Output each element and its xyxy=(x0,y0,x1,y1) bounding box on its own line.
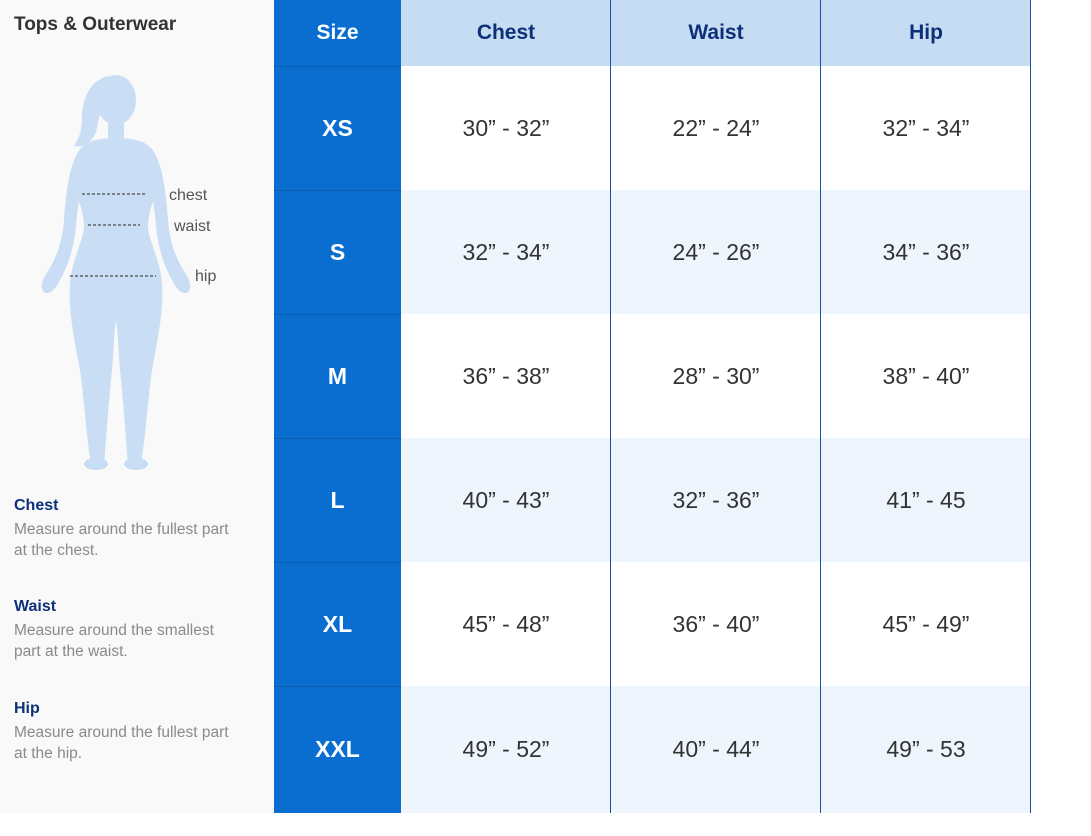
size-cell: L xyxy=(274,438,401,562)
size-divider xyxy=(274,438,401,439)
guide-chest xyxy=(14,497,264,561)
header-hip: Hip xyxy=(821,0,1031,66)
size-table xyxy=(274,0,1031,813)
guide-hip-heading: Hip xyxy=(14,700,40,717)
waist-cell: 28” - 30” xyxy=(611,314,821,438)
hip-cell: 38” - 40” xyxy=(821,314,1031,438)
size-cell: XL xyxy=(274,562,401,686)
guide-waist-heading: Waist xyxy=(14,598,57,615)
size-divider xyxy=(274,190,401,191)
guide-chest-heading: Chest xyxy=(14,497,59,514)
header-waist: Waist xyxy=(611,0,821,66)
size-divider xyxy=(274,314,401,315)
chest-cell: 32” - 34” xyxy=(401,190,611,314)
size-divider xyxy=(274,686,401,687)
size-divider xyxy=(274,562,401,563)
guide-waist xyxy=(14,598,264,662)
chest-cell: 30” - 32” xyxy=(401,66,611,190)
column-divider xyxy=(820,0,821,813)
panel-title: Tops & Outerwear xyxy=(14,14,177,35)
chest-cell: 36” - 38” xyxy=(401,314,611,438)
waist-cell: 32” - 36” xyxy=(611,438,821,562)
column-divider xyxy=(610,0,611,813)
waist-cell: 22” - 24” xyxy=(611,66,821,190)
body-silhouette-figure xyxy=(30,70,230,480)
chest-label: chest xyxy=(169,187,208,204)
size-cell: M xyxy=(274,314,401,438)
waist-label: waist xyxy=(174,218,211,235)
guide-hip xyxy=(14,700,264,764)
table-row xyxy=(274,438,1031,562)
hip-cell: 41” - 45 xyxy=(821,438,1031,562)
header-size: Size xyxy=(274,0,401,66)
chest-cell: 40” - 43” xyxy=(401,438,611,562)
waist-cell: 24” - 26” xyxy=(611,190,821,314)
waist-cell: 40” - 44” xyxy=(611,686,821,813)
size-cell: XXL xyxy=(274,686,401,813)
guide-waist-text: Measure around the smallest part at the waist. xyxy=(14,622,214,660)
size-cell: XS xyxy=(274,66,401,190)
hip-cell: 32” - 34” xyxy=(821,66,1031,190)
guide-hip-text: Measure around the fullest part at the hip. xyxy=(14,724,229,762)
hip-cell: 34” - 36” xyxy=(821,190,1031,314)
table-row xyxy=(274,314,1031,438)
table-row xyxy=(274,686,1031,813)
size-cell: S xyxy=(274,190,401,314)
hip-cell: 45” - 49” xyxy=(821,562,1031,686)
table-row xyxy=(274,562,1031,686)
hip-cell: 49” - 53 xyxy=(821,686,1031,813)
table-row xyxy=(274,66,1031,190)
waist-cell: 36” - 40” xyxy=(611,562,821,686)
column-divider xyxy=(1030,0,1031,813)
guide-chest-text: Measure around the fullest part at the chest. xyxy=(14,521,229,559)
chest-cell: 45” - 48” xyxy=(401,562,611,686)
size-divider xyxy=(274,66,401,67)
header-chest: Chest xyxy=(401,0,611,66)
hip-label: hip xyxy=(195,268,217,285)
measurement-guide-panel xyxy=(0,0,274,813)
chest-cell: 49” - 52” xyxy=(401,686,611,813)
table-row xyxy=(274,190,1031,314)
body-silhouette-icon xyxy=(30,70,230,480)
